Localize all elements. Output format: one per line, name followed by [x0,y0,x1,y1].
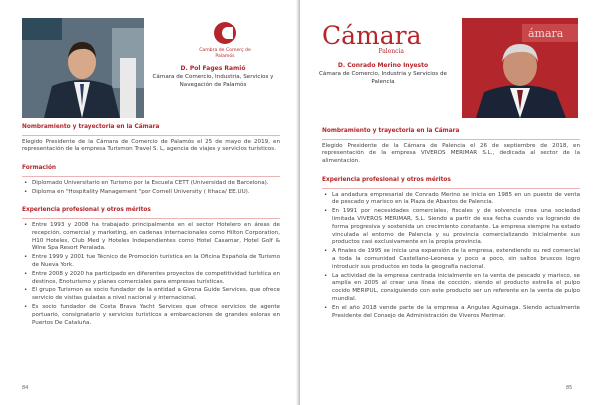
page-number-right: 85 [566,385,573,391]
logo-word: Cámara [322,21,422,50]
section-divider [22,218,280,219]
person-role-left: Cámara de Comercio, Industria, Servicios y Navegación de Palamós [152,74,274,88]
section-title-experiencia-left: Experiencia profesional y otros méritos [22,207,151,214]
section-title-formacion: Formación [22,165,57,172]
page-right [300,0,600,405]
logo-city: Palencia [378,48,404,55]
list-item: • En el año 2018 vende parte de la empresa a Angulas Aguinaga. Siendo actualmente Presidente del Consejo de Administración de Viveros Merimar. [332,305,580,321]
portrait-illustration-right [462,18,578,118]
content-left [22,123,280,333]
page-left [0,0,298,405]
list-item: • Es socio fundador de Costa Brava Yacht Services que ofrece servicios de agente portuario, consignatario y servicios turísticos a embarcaciones de grandes esloras en Puertos De Cataluña. [32,304,280,327]
camara-palamos-logo [190,22,260,60]
list-item: • En 1991 por necesidades comerciales, fiscales y de solvencia crea una sociedad limitada VIVEROS MERIMAR, S.L. Siendo a partir de esa fecha cuando va logrando de forma progresiva y sostenida un crecimiento constante. La empresa siempre ha estado vinculada al entorno de Palencia y su provincia comercializando inicialmente sus productos casi exclusivamente en la propia provincia. [332,208,580,247]
portrait-photo-left [22,18,144,118]
section-divider [22,176,280,177]
svg-text:ámara: ámara [528,27,564,40]
experience-list-left [22,222,280,327]
logo-text-palamos: Cambra de Comerç de Palamós [199,48,251,59]
page-number-left: 84 [22,385,29,391]
list-item: • El grupo Turismon es socio fundador de la entidad a Girona Guide Services, que ofrece servicio de visitas guiadas a nivel nacional y internacional. [32,287,280,303]
list-item: • Entre 1993 y 2008 ha trabajado principalmente en el sector Hotelero en áreas de recepción, comercial y marketing, en cadenas internacionales como Hilton Corporation, H10 Hoteles, Club Med y Hoteles Independientes como Hotel Casamar, Hotel Golf & Wine Spa Resort Peralada. [32,222,280,253]
list-item: • Entre 2008 y 2020 ha participado en diferentes proyectos de competitividad turística en destinos, Enoturismo y planes comerciales para empresas turísticas. [32,271,280,287]
section-divider [22,135,280,136]
list-item: • Diplomado Universitario en Turismo por la Escuela CETT (Universidad de Barcelona). [32,180,280,188]
list-item: • Diploma en "Hospitality Management "por Cornell University ( Ithaca/ EE.UU). [32,189,280,197]
portrait-illustration-left [22,18,144,118]
section-title-nombramiento-left: Nombramiento y trayectoria en la Cámara [22,124,160,130]
list-item: • La andadura empresarial de Conrado Merino se inicia en 1985 en un puesto de venta de pescado y marisco en la Plaza de Abastos de Palencia. [332,192,580,208]
list-item: • A finales de 1995 se inicia una expansión de la empresa, extendiendo su red comercial a toda la comunidad Castellano-Leonesa y poco a poco, sin saltos bruscos logro introducir sus productos en toda la geografía nacional. [332,248,580,271]
section-text-nombramiento-right: Elegido Presidente de la Cámara de Palencia el 26 de septiembre de 2018, en representación de la empresa VIVEROS MERIMAR S.L., dedicada al sector de la alimentación. [322,142,580,165]
camara-palencia-logo [322,22,442,55]
list-item: • Entre 1999 y 2001 fue Técnico de Promoción turística en la Oficina Española de Turismo de Nueva York. [32,254,280,270]
experience-list-right [322,192,580,321]
education-list [22,180,280,197]
section-divider [322,139,580,140]
person-header-left [148,65,278,89]
section-title-nombramiento-right: Nombramiento y trayectoria en la Cámara [322,128,460,134]
portrait-photo-right [462,18,578,118]
person-header-right [318,62,448,86]
person-name-left: D. Pol Fages Ramió [180,65,246,72]
camara-logo-icon [214,22,236,44]
content-right [322,127,580,326]
person-name-right: D. Conrado Merino Inyesto [337,62,429,69]
section-text-nombramiento-left: Elegido Presidente de la Cámara de Comercio de Palamós el 25 de mayo de 2019, en representación de la empresa Turismon Travel S. L, agencia de viajes y servicios turísticos. [22,138,280,153]
section-divider [322,188,580,189]
person-role-right: Cámara de Comercio, Industria y Servicios de Palencia [319,71,447,85]
section-title-experiencia-right: Experiencia profesional y otros méritos [322,176,451,183]
list-item: • La actividad de la empresa centrada inicialmente en la venta de pescado y marisco, se amplía en 2005 al crear una línea de cocción, siendo el producto estrella el pulpo cocido MERIPUL, consiguiendo con este producto ser un referente en la venta de pulpo mundial. [332,273,580,304]
